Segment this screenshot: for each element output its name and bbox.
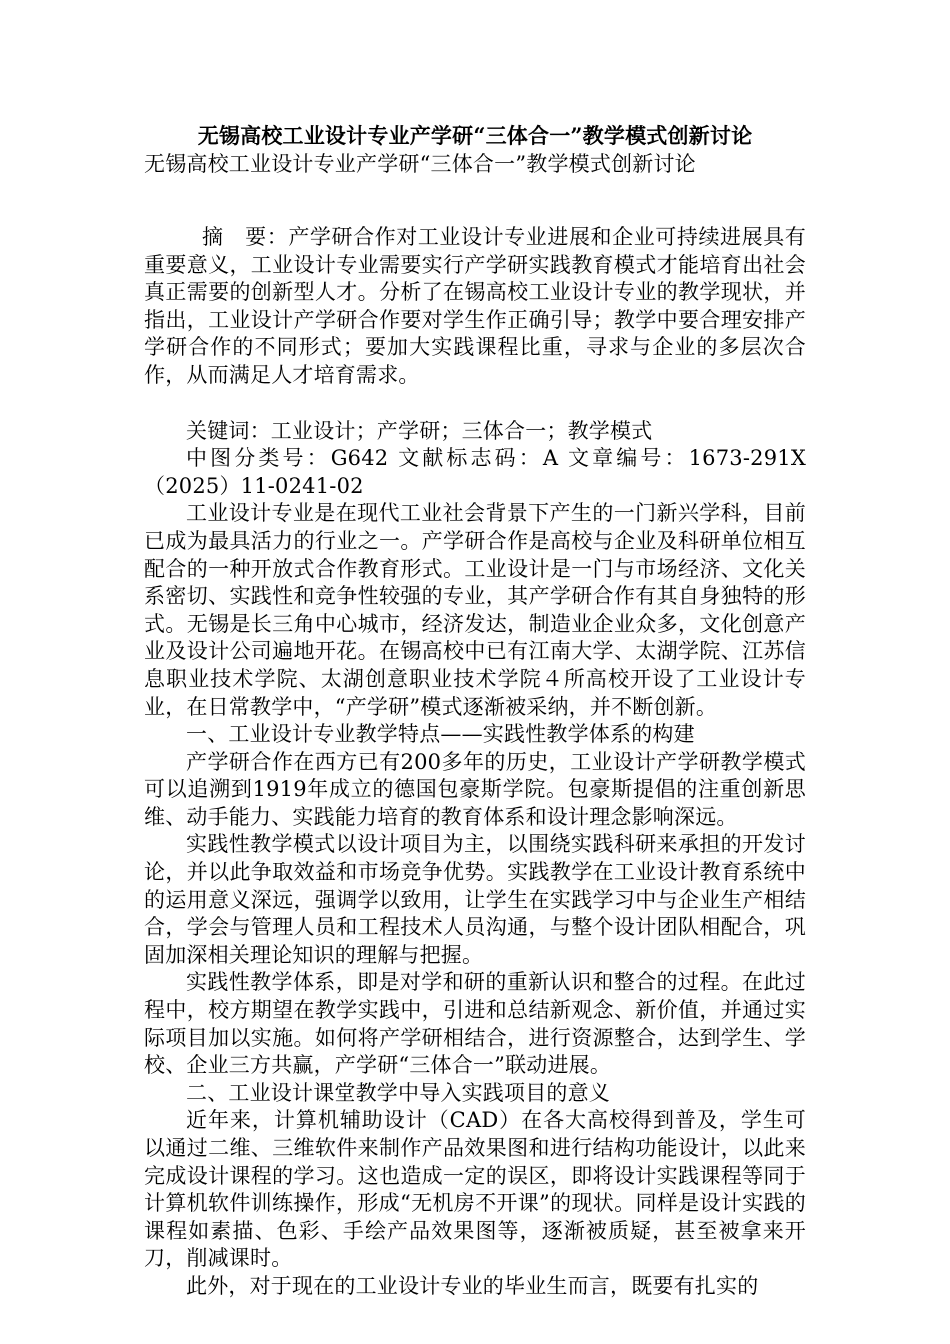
- body-paragraph: 此外，对于现在的工业设计专业的毕业生而言，既要有扎实的: [186, 1273, 759, 1298]
- body-paragraph: 产学研合作在西方已有200多年的历史，工业设计产学研教学模式可以追溯到1919年成立的德国包豪斯学院。包豪斯提倡的注重创新思维、动手能力、实践能力培育的教育体系和设计理念影响深远。: [144, 749, 806, 829]
- body-paragraph: 实践性教学模式以设计项目为主，以围绕实践科研来承担的开发讨论，并以此争取效益和市场竞争优势。实践教学在工业设计教育系统中的运用意义深远，强调学以致用，让学生在实践学习中与企业生产相结合，学会与管理人员和工程技术人员沟通，与整个设计团队相配合，巩固加深相关理论知识的理解与把握。: [144, 832, 806, 967]
- abstract-paragraph: 摘 要：产学研合作对工业设计专业进展和企业可持续进展具有重要意义，工业设计专业需要实行产学研实践教育模式才能培育出社会真正需要的创新型人才。分析了在锡高校工业设计专业的教学现状，并指出，工业设计产学研合作要对学生作正确引导；教学中要合理安排产学研合作的不同形式；要加大实践课程比重，寻求与企业的多层次合作，从而满足人才培育需求。: [144, 225, 806, 387]
- spacer: [144, 390, 806, 418]
- body-paragraph: 近年来，计算机辅助设计（CAD）在各大高校得到普及，学生可以通过二维、三维软件来制作产品效果图和进行结构功能设计，以此来完成设计课程的学习。这也造成一定的误区，即将设计实践课程等同于计算机软件训练操作，形成“无机房不开课”的现状。同样是设计实践的课程如素描、色彩、手绘产品效果图等，逐渐被质疑，甚至被拿来开刀，削减课时。: [144, 1108, 806, 1271]
- section-heading: 二、工业设计课堂教学中导入实践项目的意义: [186, 1080, 610, 1105]
- classification-line: 中图分类号：G642 文献标志码：A 文章编号：1673-291X（2025）11-0241-02: [144, 446, 806, 498]
- body-paragraph: 实践性教学体系，即是对学和研的重新认识和整合的过程。在此过程中，校方期望在教学实践中，引进和总结新观念、新价值，并通过实际项目加以实施。如何将产学研相结合，进行资源整合，达到学生、学校、企业三方共赢，产学研“三体合一”联动进展。: [144, 970, 806, 1078]
- document-subtitle: 无锡高校工业设计专业产学研“三体合一”教学模式创新讨论: [144, 152, 696, 176]
- body-paragraph: 工业设计专业是在现代工业社会背景下产生的一门新兴学科，目前已成为最具活力的行业之一。产学研合作是高校与企业及科研单位相互配合的一种开放式合作教育形式。工业设计是一门与市场经济、文化关系密切、实践性和竞争性较强的专业，其产学研合作有其自身独特的形式。无锡是长三角中心城市，经济发达，制造业企业众多，文化创意产业及设计公司遍地开花。在锡高校中已有江南大学、太湖学院、江苏信息职业技术学院、太湖创意职业技术学院４所高校开设了工业设计专业，在日常教学中，“产学研”模式逐渐被采纳，并不断创新。: [144, 501, 806, 719]
- document-page: [144, 122, 806, 1301]
- keywords-line: 关键词：工业设计；产学研；三体合一；教学模式: [186, 418, 653, 443]
- document-title: 无锡高校工业设计专业产学研“三体合一”教学模式创新讨论: [197, 123, 753, 148]
- section-heading: 一、工业设计专业教学特点——实践性教学体系的构建: [186, 722, 695, 747]
